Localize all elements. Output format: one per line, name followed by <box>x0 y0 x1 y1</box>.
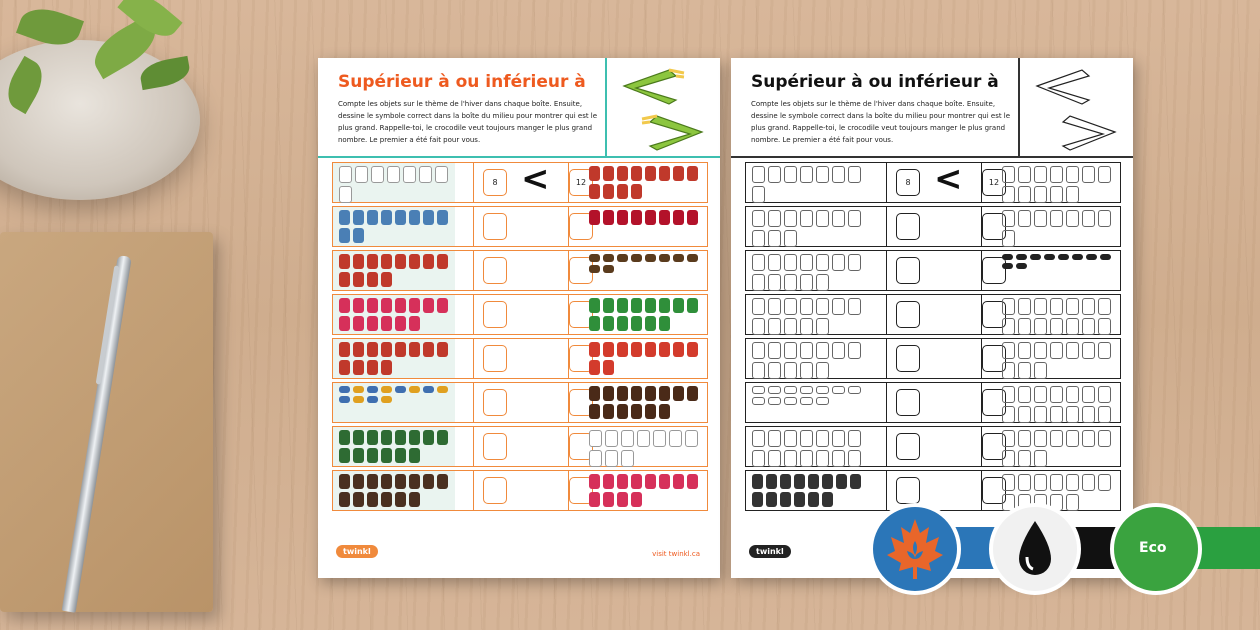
divider <box>473 471 474 510</box>
comparison-row <box>332 426 708 467</box>
header-line <box>318 156 720 158</box>
left-count-box: 8 <box>483 169 507 196</box>
left-count-box[interactable] <box>896 389 920 416</box>
bare-tree-icons <box>339 474 451 507</box>
comparison-row <box>745 382 1121 423</box>
snowman-icons <box>1002 430 1114 467</box>
divider <box>473 163 474 202</box>
glove-icons <box>589 474 701 507</box>
sled-icons <box>1002 254 1114 269</box>
comparison-row <box>745 206 1121 247</box>
snowman-icons <box>752 166 864 203</box>
comparison-row <box>745 294 1121 335</box>
comparison-row <box>332 382 708 423</box>
left-count-box[interactable] <box>483 301 507 328</box>
worksheet-title: Supérieur à ou inférieur à <box>338 72 586 92</box>
left-count-box[interactable] <box>896 301 920 328</box>
comparison-row <box>332 250 708 291</box>
glove-icons <box>339 298 451 331</box>
left-count-box[interactable] <box>483 389 507 416</box>
divider <box>473 339 474 378</box>
divider <box>886 471 887 510</box>
right-count-box: 12 <box>982 169 1006 196</box>
snowflake-icons <box>339 210 451 243</box>
comparison-row <box>745 426 1121 467</box>
header-divider <box>1018 58 1020 156</box>
crocodile-less-than-icon <box>614 64 712 106</box>
snowman-icons <box>339 166 451 203</box>
snowflake-icons <box>752 210 864 247</box>
divider <box>473 427 474 466</box>
robin-icons <box>589 166 701 199</box>
left-count-box[interactable] <box>896 257 920 284</box>
notebook <box>0 232 213 612</box>
left-count-box[interactable] <box>483 477 507 504</box>
comparison-row <box>745 338 1121 379</box>
crocodile-greater-than-icon <box>1027 110 1125 152</box>
right-count-box: 12 <box>569 169 593 196</box>
sweater-icons <box>589 342 701 375</box>
mug-icons <box>339 254 451 287</box>
comparison-grid <box>745 159 1121 514</box>
footer-url: visit twinkl.ca <box>652 550 700 558</box>
comparison-symbol: < <box>934 159 963 199</box>
ink-drop-icon <box>989 503 1081 595</box>
divider <box>886 339 887 378</box>
left-count-box: 8 <box>896 169 920 196</box>
robin-icons <box>339 342 451 375</box>
worksheet-colour <box>318 58 720 578</box>
divider <box>886 207 887 246</box>
comparison-row <box>332 470 708 511</box>
left-count-box[interactable] <box>896 213 920 240</box>
left-count-box[interactable] <box>483 257 507 284</box>
crocodile-greater-than-icon <box>614 110 712 152</box>
sled-icons <box>589 254 701 273</box>
scarf-icons <box>752 386 864 405</box>
bare-tree-icons <box>752 474 864 507</box>
robin-icons <box>1002 166 1114 203</box>
comparison-row <box>745 250 1121 291</box>
divider <box>473 383 474 422</box>
divider <box>886 251 887 290</box>
snowman-icons <box>589 430 701 467</box>
tree-icons <box>589 298 701 331</box>
hat-icons <box>589 210 701 225</box>
divider <box>473 295 474 334</box>
worksheet-title: Supérieur à ou inférieur à <box>751 72 999 92</box>
hat-icons <box>1002 210 1114 247</box>
instructions: Compte les objets sur le thème de l'hiver dans chaque boîte. Ensuite, dessine le symbole correct dans la boîte du milieu pour montrer qui est le plus grand. Rappelle-toi, le crocodile veut toujours manger le plus grand nombre. Le premier a été fait pour vous. <box>338 100 598 144</box>
divider <box>473 251 474 290</box>
comparison-grid <box>332 159 708 514</box>
left-count-box[interactable] <box>896 477 920 504</box>
header-line <box>731 156 1133 158</box>
scarf-icons <box>339 386 451 403</box>
divider <box>886 163 887 202</box>
eco-label: Eco <box>1139 540 1167 556</box>
mug-icons <box>752 254 864 291</box>
comparison-row <box>332 294 708 335</box>
instructions: Compte les objets sur le thème de l'hiver dans chaque boîte. Ensuite, dessine le symbole correct dans la boîte du milieu pour montrer qui est le plus grand. Rappelle-toi, le crocodile veut toujours manger le plus grand nombre. Le premier a été fait pour vous. <box>751 100 1011 144</box>
glove-icons <box>752 298 864 335</box>
tree-icons <box>1002 298 1114 335</box>
comparison-row <box>745 159 1121 203</box>
divider <box>886 427 887 466</box>
mitten-icons <box>339 430 451 463</box>
comparison-row <box>745 470 1121 511</box>
sweater-icons <box>1002 342 1114 379</box>
twinkl-logo: twinkl <box>336 545 378 558</box>
pinecone-icons <box>1002 386 1114 423</box>
worksheet-bw <box>731 58 1133 578</box>
left-count-box[interactable] <box>483 433 507 460</box>
mitten-icons <box>752 430 864 467</box>
divider <box>886 383 887 422</box>
comparison-symbol: < <box>521 159 550 199</box>
maple-leaf-icon <box>869 503 961 595</box>
pinecone-icons <box>589 386 701 419</box>
comparison-row <box>332 338 708 379</box>
left-count-box[interactable] <box>896 433 920 460</box>
crocodile-less-than-icon <box>1027 64 1125 106</box>
divider <box>473 207 474 246</box>
comparison-row <box>332 159 708 203</box>
robin-icons <box>752 342 864 379</box>
left-count-box[interactable] <box>483 213 507 240</box>
header-divider <box>605 58 607 156</box>
divider <box>886 295 887 334</box>
twinkl-logo: twinkl <box>749 545 791 558</box>
comparison-row <box>332 206 708 247</box>
left-count-box[interactable] <box>896 345 920 372</box>
left-count-box[interactable] <box>483 345 507 372</box>
